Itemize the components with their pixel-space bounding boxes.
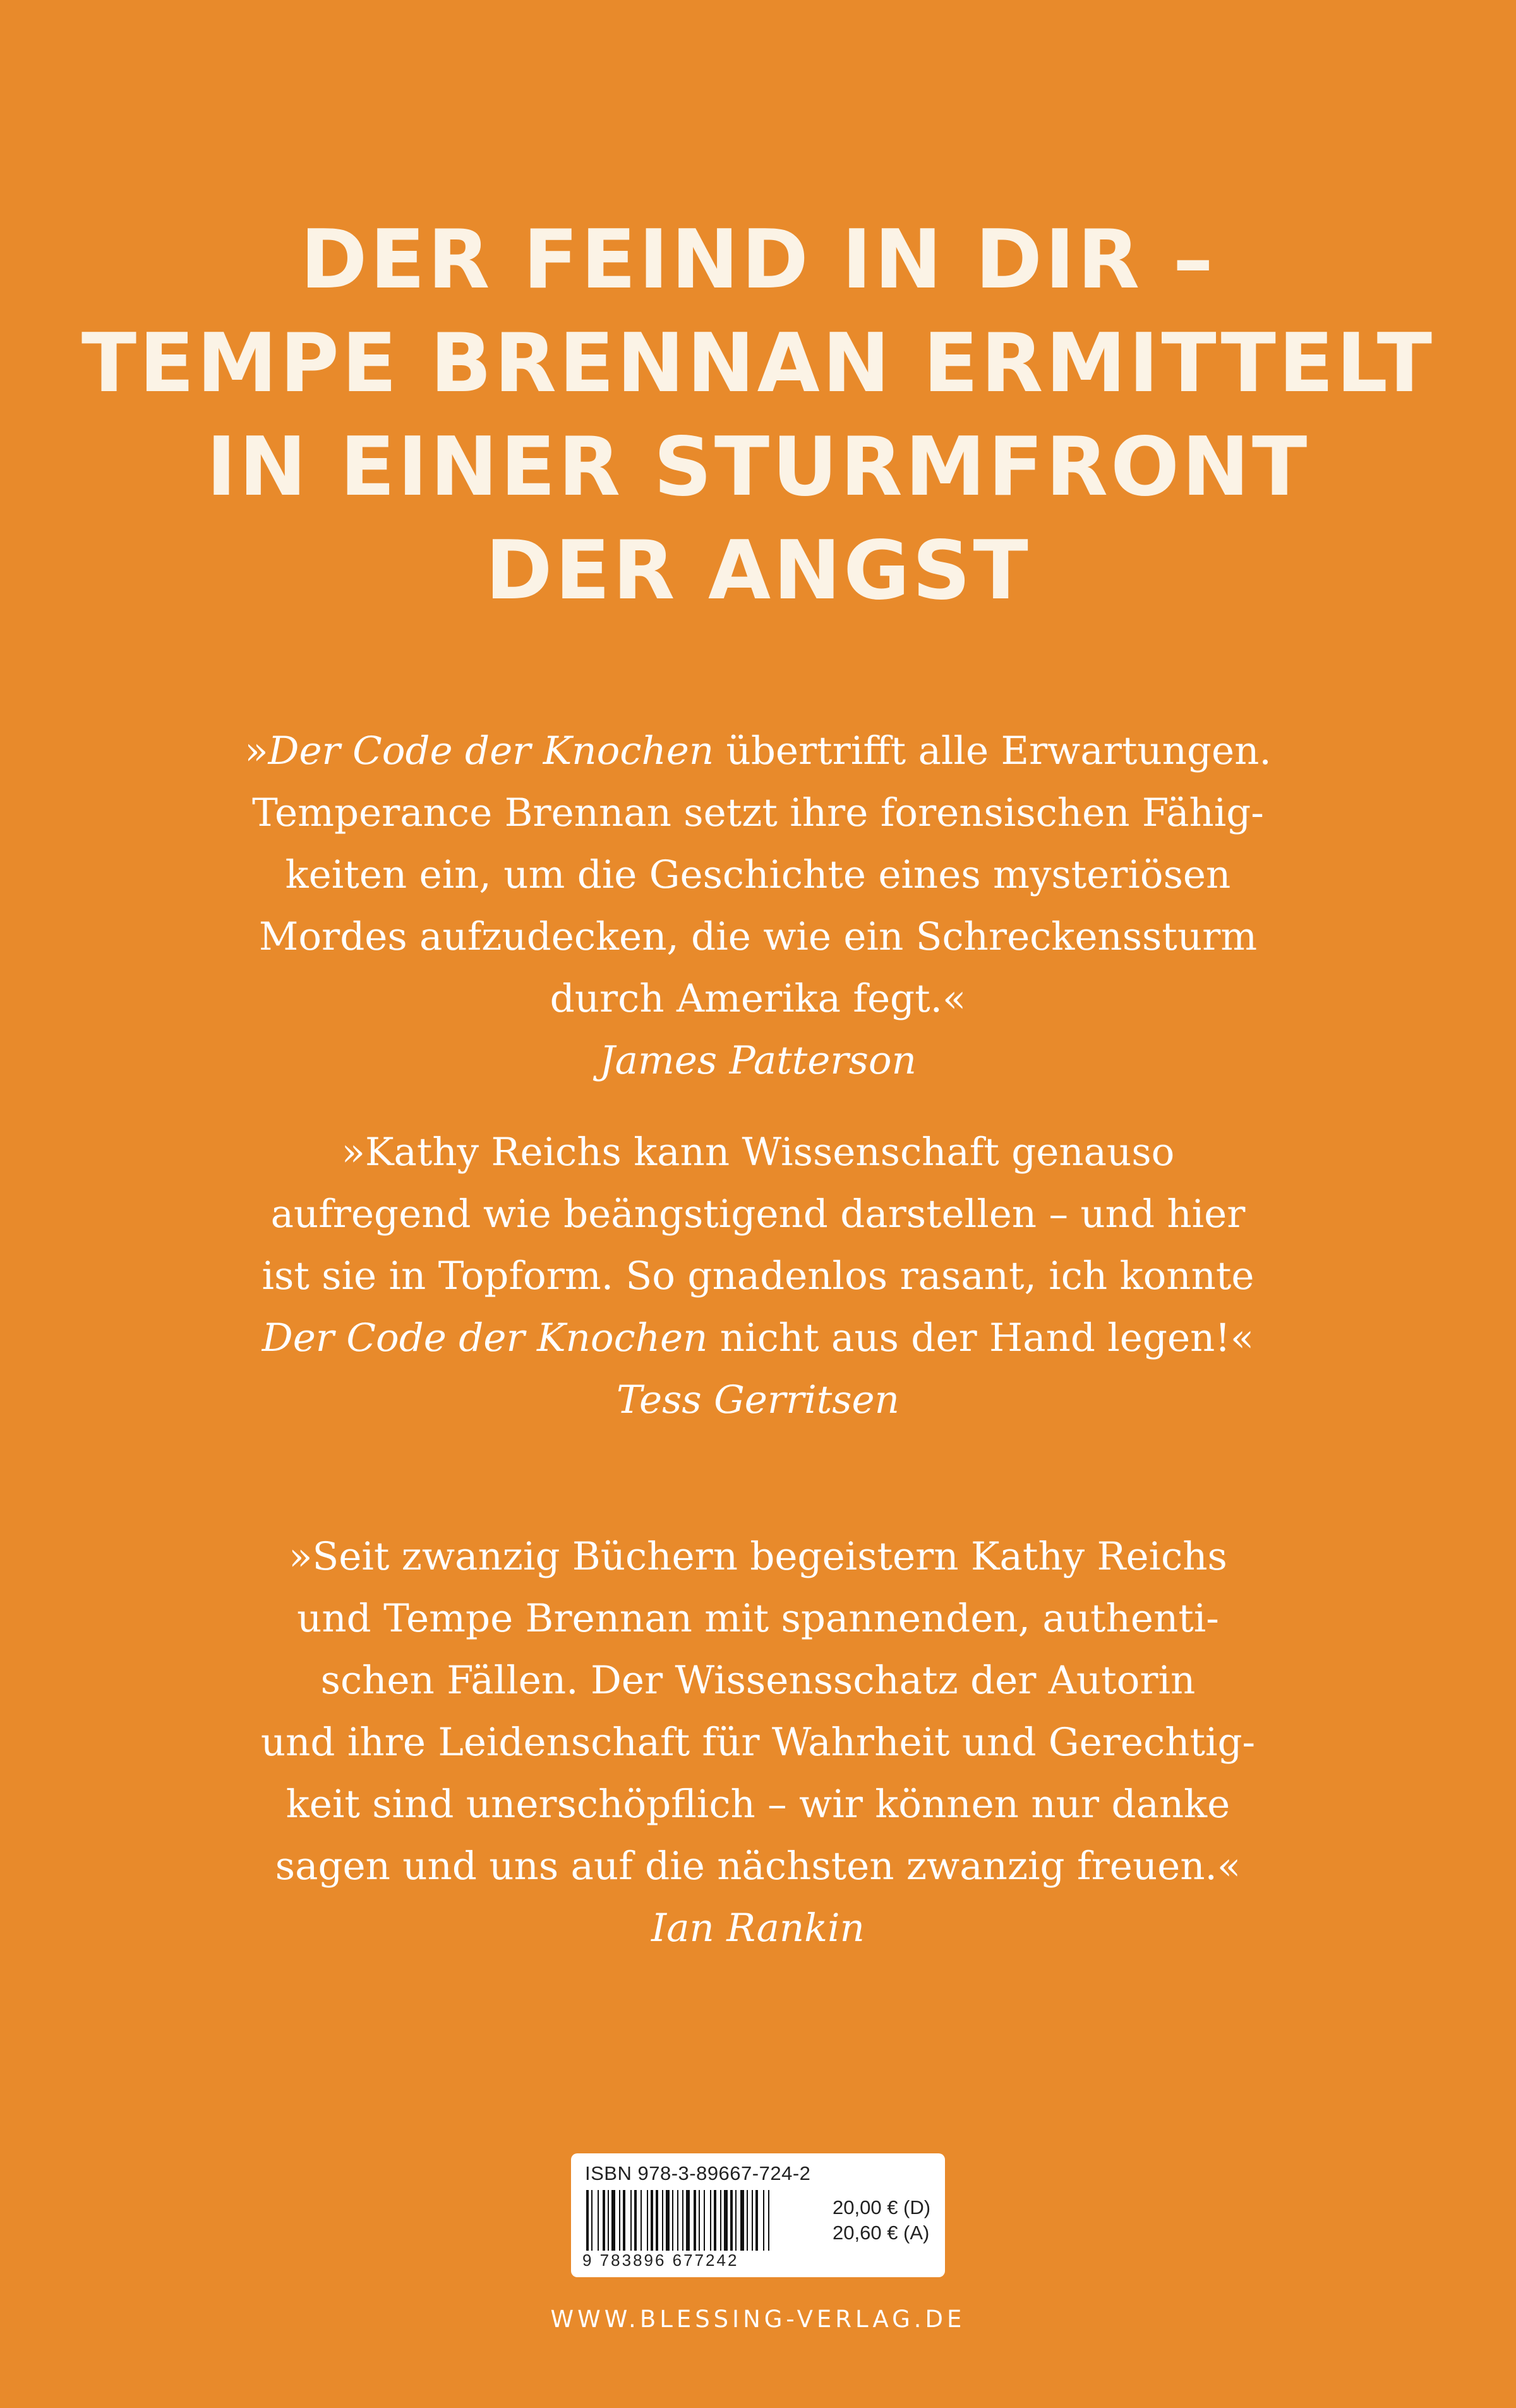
barcode-bar: [619, 2190, 620, 2251]
price-austria: 20,60 € (A): [833, 2222, 930, 2244]
quote-author: Ian Rankin: [651, 1906, 865, 1951]
barcode-bar: [694, 2190, 696, 2251]
quote-line: aufregend wie beängstigend darstellen – und hier: [270, 1192, 1246, 1237]
quote-line: und Tempe Brennan mit spannenden, authenti-: [297, 1596, 1219, 1641]
barcode-bar: [704, 2190, 705, 2251]
barcode-bar: [686, 2190, 690, 2251]
barcode-bar: [755, 2190, 758, 2251]
headline-line: IN EINER STURMFRONT: [206, 420, 1310, 514]
barcode-bar: [662, 2190, 663, 2251]
barcode-bar: [710, 2190, 711, 2251]
quote-ian-rankin: [0, 1526, 1516, 1959]
book-title: Der Code der Knochen: [262, 1316, 708, 1360]
quote-open-mark: »: [244, 729, 268, 773]
barcode-bar: [720, 2190, 721, 2251]
barcode-bar: [677, 2190, 678, 2251]
publisher-website: WWW.BLESSING-VERLAG.DE: [550, 2306, 966, 2333]
book-title: Der Code der Knochen: [268, 729, 714, 773]
headline-line: DER FEIND IN DIR –: [300, 213, 1216, 307]
quote-line: sagen und uns auf die nächsten zwanzig freuen.«: [275, 1844, 1241, 1889]
quote-line: schen Fällen. Der Wissensschatz der Autorin: [320, 1658, 1196, 1703]
barcode-bar: [634, 2190, 637, 2251]
barcode-bar: [666, 2190, 670, 2251]
barcode-bar: [747, 2190, 748, 2251]
price-germany: 20,00 € (D): [833, 2196, 931, 2218]
barcode-bar: [740, 2190, 744, 2251]
barcode-bar: [630, 2190, 632, 2251]
barcode-bar: [752, 2190, 753, 2251]
prices: [833, 2195, 930, 2246]
quote-line: durch Amerika fegt.«: [550, 976, 966, 1021]
headline: [0, 209, 1516, 623]
quote-tess-gerritsen: [0, 1122, 1516, 1431]
quote-line: [0, 1307, 1516, 1369]
barcode-bar: [699, 2190, 700, 2251]
quote-line: ist sie in Topform. So gnadenlos rasant, ich konnte: [262, 1254, 1254, 1298]
quote-line: und ihre Leidenschaft für Wahrheit und Gerechtig-: [260, 1720, 1256, 1765]
barcode-bar: [586, 2190, 589, 2251]
barcode-bar: [714, 2190, 716, 2251]
quote-line: Temperance Brennan setzt ihre forensischen Fähig-: [252, 790, 1264, 835]
quote-author: Tess Gerritsen: [617, 1377, 899, 1422]
isbn-label: ISBN 978-3-89667-724-2: [585, 2162, 811, 2184]
quote-text: nicht aus der Hand legen!«: [707, 1316, 1254, 1360]
barcode-bar: [672, 2190, 673, 2251]
barcode-bar: [611, 2190, 615, 2251]
barcode-bar: [623, 2190, 625, 2251]
barcode-bar: [647, 2190, 648, 2251]
barcode-bar: [641, 2190, 642, 2251]
quote-line: »Kathy Reichs kann Wissenschaft genauso: [341, 1130, 1175, 1175]
quote-text: übertrifft alle Erwartungen.: [714, 729, 1272, 773]
barcode-bar: [735, 2190, 737, 2251]
barcode-bar: [768, 2190, 769, 2251]
barcode-bar: [598, 2190, 599, 2251]
quote-line: keiten ein, um die Geschichte eines mysteriösen: [285, 852, 1231, 897]
ean-digits: 9 783896 677242: [582, 2251, 739, 2270]
barcode-bar: [730, 2190, 733, 2251]
barcode-bar: [591, 2190, 593, 2251]
headline-line: DER ANGST: [485, 524, 1031, 618]
barcode-bar: [651, 2190, 653, 2251]
quote-james-patterson: [0, 720, 1516, 1092]
quote-line: Mordes aufzudecken, die wie ein Schreckenssturm: [258, 914, 1258, 959]
barcode-bar: [724, 2190, 728, 2251]
barcode-bar: [603, 2190, 605, 2251]
barcode-bar: [608, 2190, 609, 2251]
barcode-bar: [763, 2190, 764, 2251]
barcode-bar: [682, 2190, 683, 2251]
headline-line: TEMPE BRENNAN ERMITTELT: [81, 317, 1435, 411]
barcode-icon: [586, 2190, 827, 2251]
isbn-barcode-box: [571, 2153, 945, 2277]
quote-line: [0, 720, 1516, 782]
quote-author: James Patterson: [599, 1038, 917, 1083]
barcode-bar: [656, 2190, 658, 2251]
quote-line: »Seit zwanzig Büchern begeistern Kathy Reichs: [289, 1534, 1227, 1579]
quote-line: keit sind unerschöpflich – wir können nur danke: [286, 1782, 1230, 1827]
